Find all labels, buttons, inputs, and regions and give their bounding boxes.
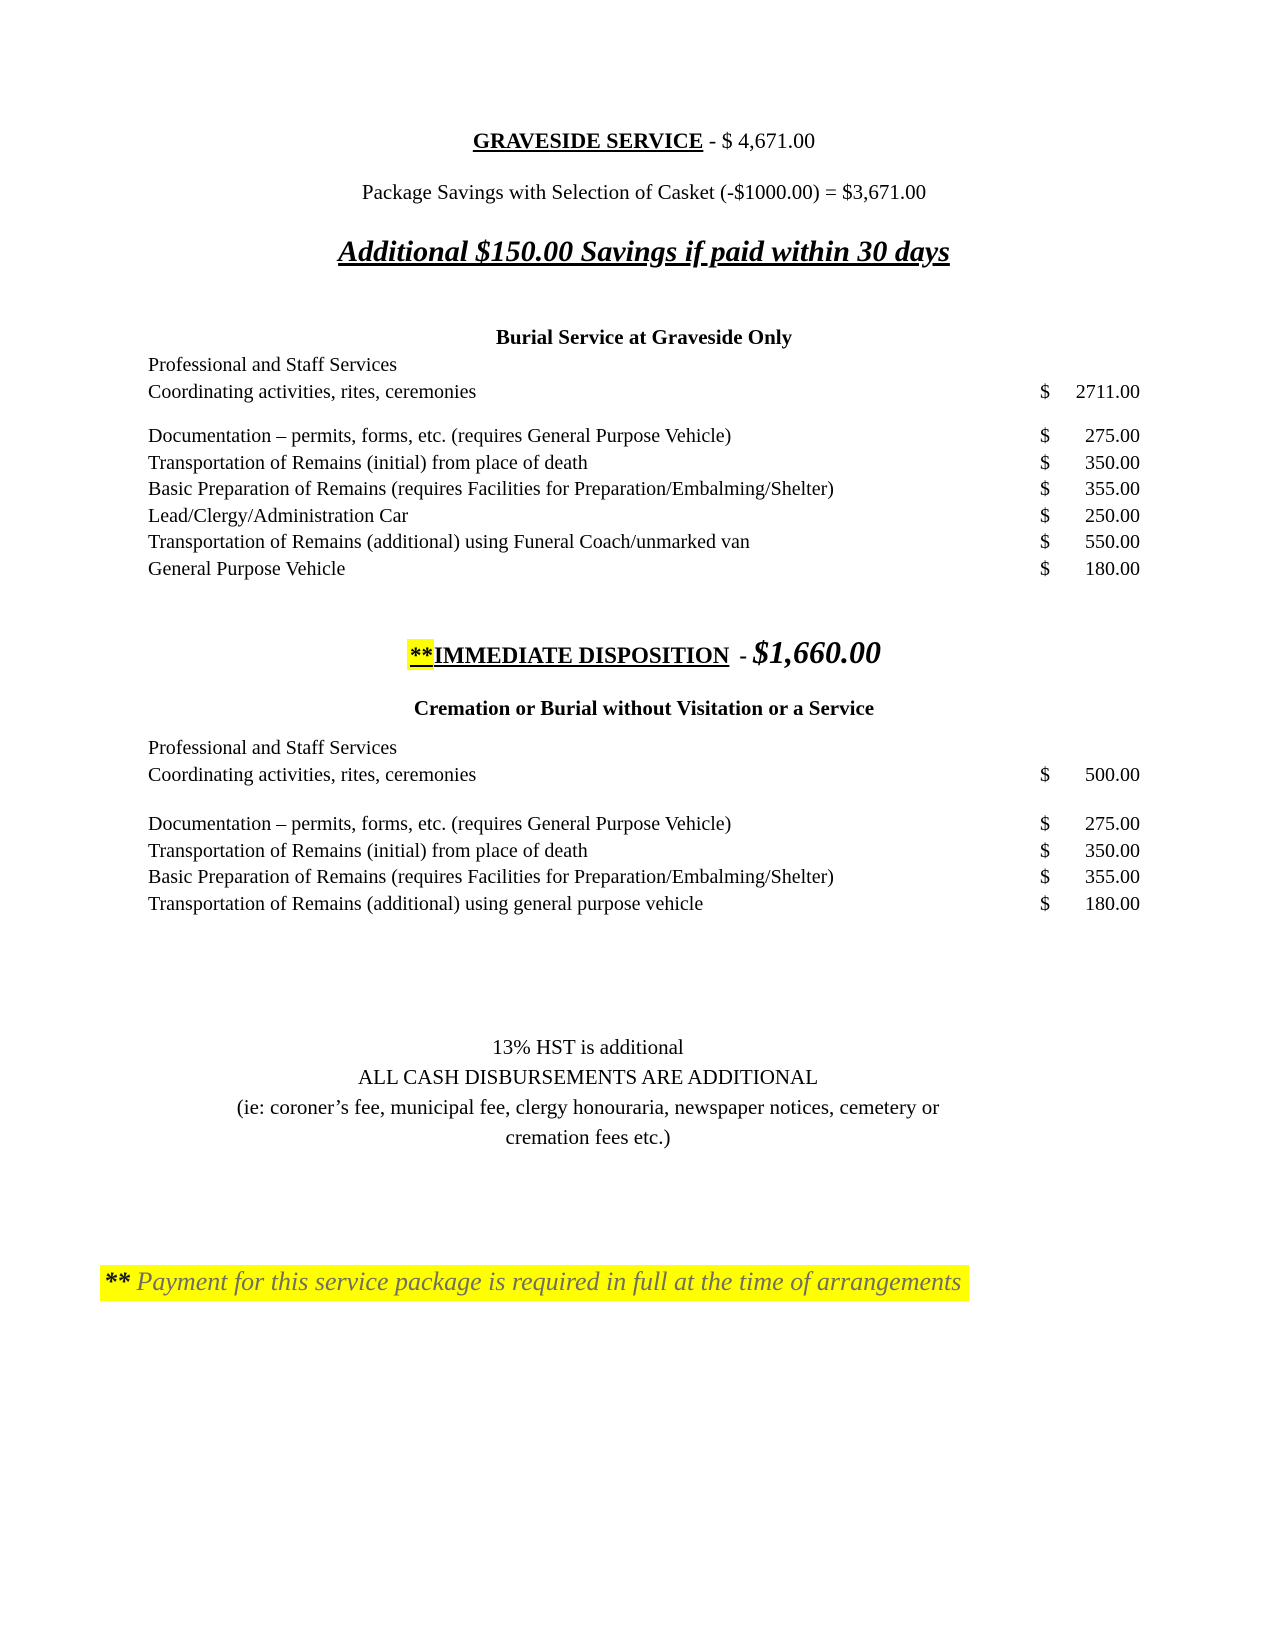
service-item-price <box>1040 762 1140 789</box>
currency-symbol: $ <box>1040 839 1050 862</box>
price-row <box>148 529 1140 556</box>
currency-symbol: $ <box>1040 478 1050 500</box>
amount: 350.00 <box>1085 839 1140 862</box>
payment-required-note <box>100 1265 969 1301</box>
footer-notes <box>148 1032 1028 1152</box>
highlighted-stars: ** <box>407 639 434 670</box>
graveside-title-line <box>148 128 1140 154</box>
amount: 180.00 <box>1085 557 1140 580</box>
amount: 250.00 <box>1085 504 1140 527</box>
price-row <box>148 891 1140 918</box>
disbursements-examples-line2: cremation fees etc.) <box>505 1125 671 1149</box>
cremation-section-heading: Cremation or Burial without Visitation or a Service <box>413 696 875 720</box>
immediate-disposition-price: $1,660.00 <box>753 634 882 670</box>
amount: 275.00 <box>1085 425 1140 447</box>
package-savings-line: Package Savings with Selection of Casket (-$1000.00) = $3,671.00 <box>361 180 927 204</box>
currency-symbol: $ <box>1040 813 1050 835</box>
price-row <box>148 811 1140 838</box>
graveside-section-heading: Burial Service at Graveside Only <box>495 325 793 349</box>
amount: 2711.00 <box>1075 380 1140 403</box>
amount: 275.00 <box>1085 813 1140 835</box>
currency-symbol: $ <box>1040 763 1050 786</box>
service-item-label: Transportation of Remains (additional) using Funeral Coach/unmarked van <box>148 531 750 553</box>
price-row <box>148 450 1140 477</box>
currency-symbol: $ <box>1040 380 1050 403</box>
price-row <box>148 476 1140 503</box>
amount: 180.00 <box>1085 892 1140 915</box>
service-item-label: Coordinating activities, rites, ceremonies <box>148 763 477 786</box>
service-item-label: Documentation – permits, forms, etc. (requires General Purpose Vehicle) <box>148 425 732 447</box>
graveside-title: GRAVESIDE SERVICE <box>472 128 704 153</box>
service-item-label: Basic Preparation of Remains (requires Facilities for Preparation/Embalming/Shelter) <box>148 866 834 888</box>
immediate-intro-line: Professional and Staff Services <box>148 737 398 759</box>
service-item-label: Transportation of Remains (initial) from place of death <box>148 451 588 474</box>
service-item-price <box>1040 450 1140 477</box>
payment-note-stars: ** <box>104 1267 130 1296</box>
service-item-label: Transportation of Remains (additional) using general purpose vehicle <box>148 892 704 915</box>
currency-symbol: $ <box>1040 531 1050 553</box>
currency-symbol: $ <box>1040 892 1050 915</box>
amount: 355.00 <box>1085 866 1140 888</box>
service-item-price <box>1040 891 1140 918</box>
price-row <box>148 838 1140 865</box>
currency-symbol: $ <box>1040 504 1050 527</box>
service-item-label: Transportation of Remains (initial) from place of death <box>148 839 588 862</box>
document-content <box>104 128 1140 1301</box>
service-item-label: Coordinating activities, rites, ceremonies <box>148 380 477 403</box>
service-item-label: Basic Preparation of Remains (requires Facilities for Preparation/Embalming/Shelter) <box>148 478 834 500</box>
additional-savings-heading: Additional $150.00 Savings if paid within 30 days <box>338 235 950 268</box>
amount: 500.00 <box>1085 763 1140 786</box>
immediate-disposition-heading <box>148 634 1140 671</box>
service-item-price <box>1040 529 1140 556</box>
price-row <box>148 379 1140 406</box>
disbursements-examples-line1: (ie: coroner’s fee, municipal fee, clergy honouraria, newspaper notices, cemetery or <box>236 1095 940 1119</box>
currency-symbol: $ <box>1040 451 1050 474</box>
amount: 550.00 <box>1085 531 1140 553</box>
service-item-price <box>1040 838 1140 865</box>
price-row <box>148 556 1140 583</box>
heading-separator: - <box>739 643 748 668</box>
service-item-price <box>1040 379 1140 406</box>
price-row <box>148 503 1140 530</box>
immediate-disposition-title: IMMEDIATE DISPOSITION <box>433 643 730 668</box>
currency-symbol: $ <box>1040 557 1050 580</box>
service-item-price <box>1040 864 1140 891</box>
amount: 355.00 <box>1085 478 1140 500</box>
service-item-price <box>1040 556 1140 583</box>
cash-disbursements-note: ALL CASH DISBURSEMENTS ARE ADDITIONAL <box>357 1065 819 1089</box>
service-item-price <box>1040 423 1140 450</box>
amount: 350.00 <box>1085 451 1140 474</box>
service-item-label: Documentation – permits, forms, etc. (requires General Purpose Vehicle) <box>148 813 732 835</box>
price-row <box>148 762 1140 789</box>
service-item-price <box>1040 476 1140 503</box>
service-item-label: Lead/Clergy/Administration Car <box>148 504 409 527</box>
currency-symbol: $ <box>1040 425 1050 447</box>
payment-note-text: Payment for this service package is required in full at the time of arrangements <box>130 1267 962 1296</box>
service-item-price <box>1040 811 1140 838</box>
price-row <box>148 423 1140 450</box>
graveside-title-price: - $ 4,671.00 <box>703 128 816 153</box>
graveside-intro-line: Professional and Staff Services <box>148 354 398 376</box>
service-item-price <box>1040 503 1140 530</box>
hst-note: 13% HST is additional <box>492 1035 684 1059</box>
currency-symbol: $ <box>1040 866 1050 888</box>
price-row <box>148 864 1140 891</box>
service-item-label: General Purpose Vehicle <box>148 557 346 580</box>
